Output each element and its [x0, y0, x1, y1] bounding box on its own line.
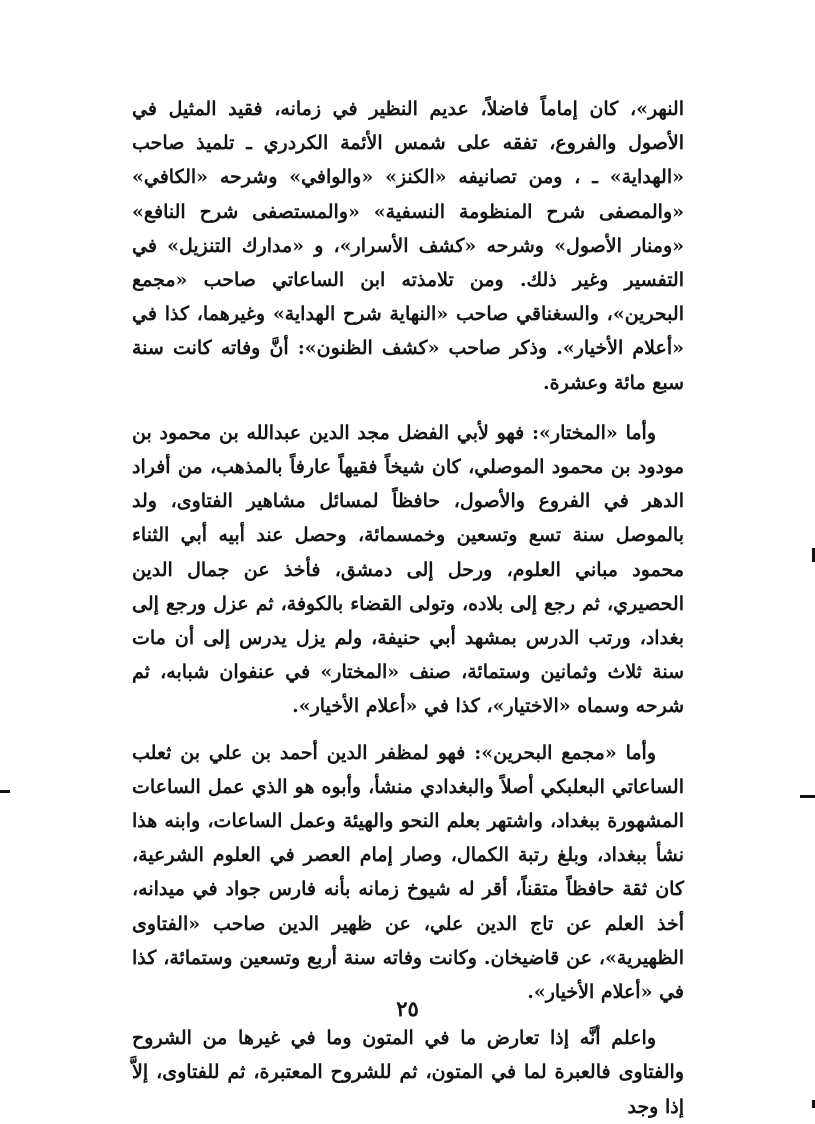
- paragraph-3: وأما «مجمع البحرين»: فهو لمظفر الدين أحمد بن علي بن ثعلب الساعاتي البعلبكي أصلاً والبغدادي منشأ، وأبوه هو الذي عمل الساعات المشهورة ببغداد، واشتهر بعلم النحو والهيئة وعمل الساعات، وابنه هذا نشأ ببغداد، وبلغ رتبة الكمال، وصار إمام العصر في العلوم الشرعية، كان ثقة حافظاً متقناً، أقر له شيوخ زمانه بأنه فارس جواد في ميدانه، أخذ العلم عن تاج الدين علي، عن ظهير الدين صاحب «الفتاوى الظهيرية»، عن قاضيخان. وكانت وفاته سنة أربع وتسعين وستمائة، كذا في «أعلام الأخيار».: [132, 741, 684, 1004]
- paragraph-2: وأما «المختار»: فهو لأبي الفضل مجد الدين عبدالله بن محمود بن مودود بن محمود الموصلي، كان شيخاً فقيهاً عارفاً بالمذهب، من أفراد الدهر في الفروع والأصول، حافظاً لمسائل مشاهير الفتاوى، ولد بالموصل سنة تسع وتسعين وخمسمائة، وحصل عند أبيه أبي الثناء محمود مباني العلوم، ورحل إلى دمشق، فأخذ عن جمال الدين الحصيري، ثم رجع إلى بلاده، وتولى القضاء بالكوفة، ثم عزل ورجع إلى بغداد، ورتب الدرس بمشهد أبي حنيفة، ولم يزل يدرس إلى أن مات سنة ثلاث وثمانين وستمائة، صنف «المختار» في عنفوان شبابه، ثم شرحه وسماه «الاختيار»، كذا في «أعلام الأخيار».: [132, 421, 684, 718]
- body-text: [132, 92, 684, 1124]
- page-number: ٢٥: [396, 996, 419, 1021]
- paragraph-4: واعلم أنَّه إذا تعارض ما في المتون وما في غيرها من الشروح والفتاوى فالعبرة لما في المتون، ثم للشروح المعتبرة، ثم للفتاوى، إلاَّ إذا وجد: [132, 1027, 684, 1118]
- margin-tick-mark: [800, 795, 815, 798]
- paragraph-1: النهر»، كان إماماً فاضلاً، عديم النظير في زمانه، فقيد المثيل في الأصول والفروع، تفقه على شمس الأئمة الكردري ـ تلميذ صاحب «الهداية» ـ ، ومن تصانيفه «الكنز» «والوافي» وشرحه «الكافي» «والمصفى شرح المنظومة النسفية» «والمستصفى شرح النافع» «ومنار الأصول» وشرحه «كشف الأسرار»، و «مدارك التنزيل» في التفسير وغير ذلك. ومن تلامذته ابن الساعاتي صاحب «مجمع البحرين»، والسغناقي صاحب «النهاية شرح الهداية» وغيرهما، كذا في «أعلام الأخيار». وذكر صاحب «كشف الظنون»: أنَّ وفاته كانت سنة سبع مائة وعشرة.: [132, 98, 684, 394]
- margin-tick-mark: [0, 790, 10, 793]
